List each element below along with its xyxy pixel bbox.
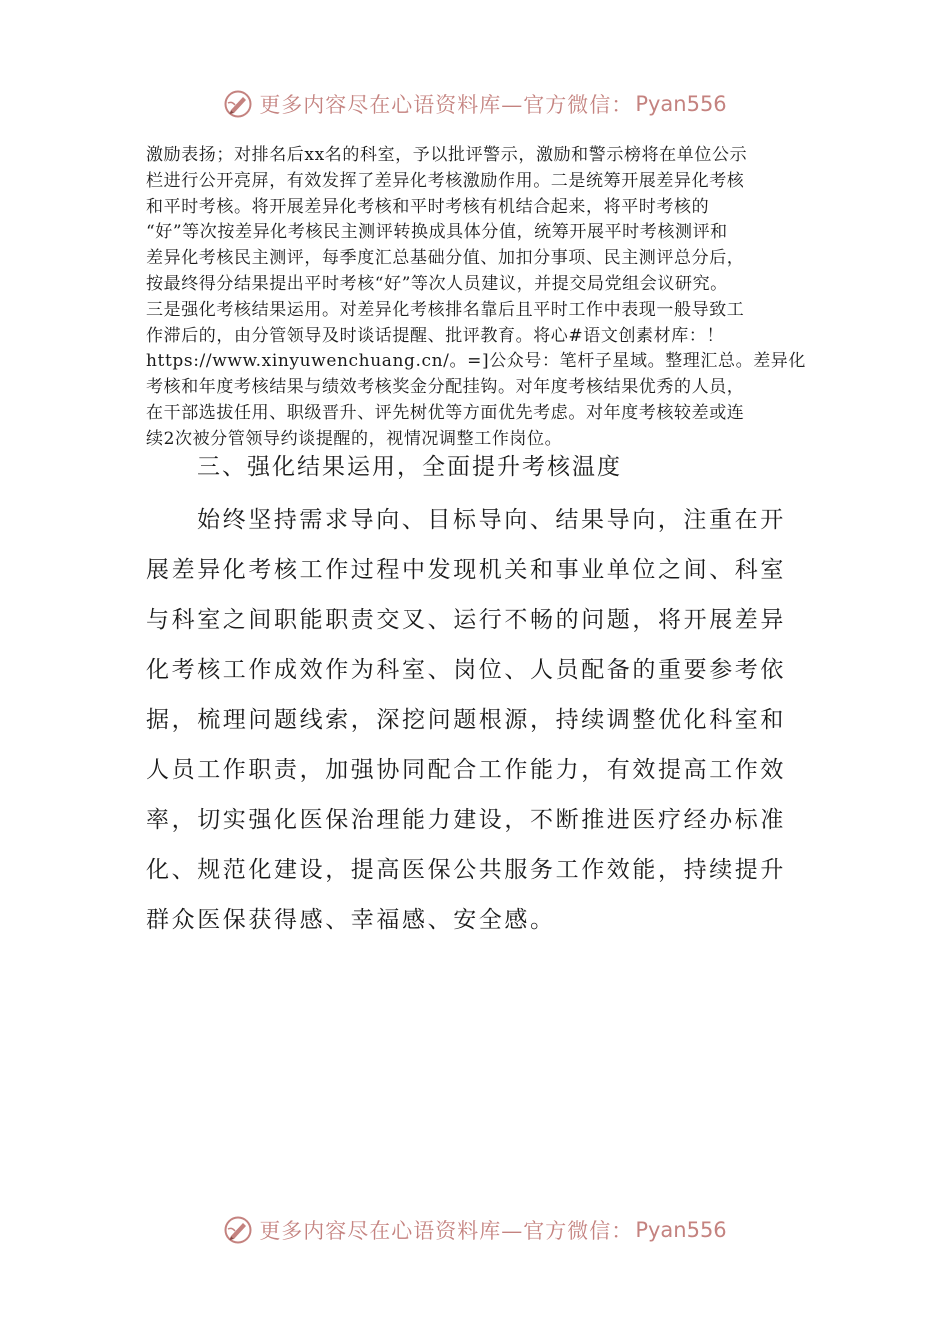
paragraph-line: https://www.xinyuwenchuang.cn/。=]公众号：笔杆子星域。整理汇总。差异化 xyxy=(146,351,806,372)
paragraph-line: 栏进行公开亮屏，有效发挥了差异化考核激励作用。二是统筹开展差异化考核 xyxy=(146,170,745,191)
paragraph-line: 展差异化考核工作过程中发现机关和事业单位之间、科室 xyxy=(146,557,786,583)
paragraph-line: 续2次被分管领导约谈提醒的，视情况调整工作岗位。 xyxy=(146,428,563,449)
paragraph-line: 据，梳理问题线索，深挖问题根源，持续调整优化科室和 xyxy=(146,707,786,733)
paragraph-line: 激励表扬；对排名后xx名的科室，予以批评警示，激励和警示榜将在单位公示 xyxy=(146,145,748,165)
paragraph-line: 始终坚持需求导向、目标导向、结果导向，注重在开 xyxy=(197,507,786,533)
paragraph-line: 率，切实强化医保治理能力建设，不断推进医疗经办标准 xyxy=(146,807,786,833)
paragraph-line: 考核和年度考核结果与绩效考核奖金分配挂钩。对年度考核结果优秀的人员， xyxy=(146,377,745,398)
paragraph-line: 与科室之间职能职责交叉、运行不畅的问题，将开展差异 xyxy=(146,607,786,633)
watermark-account: Pyan556 xyxy=(635,1218,727,1242)
watermark-account: Pyan556 xyxy=(635,92,727,116)
section-heading: 三、强化结果运用，全面提升考核温度 xyxy=(197,454,622,480)
footer-watermark xyxy=(0,1210,950,1250)
small-paragraph xyxy=(146,143,806,453)
watermark-text: 更多内容尽在心语资料库—官方微信： xyxy=(259,93,634,117)
watermark-text: 更多内容尽在心语资料库—官方微信： xyxy=(259,1219,634,1243)
paragraph-line: 化考核工作成效作为科室、岗位、人员配备的重要参考依 xyxy=(146,657,786,683)
paragraph-line: 作滞后的，由分管领导及时谈话提醒、批评教育。将心#语文创素材库：！ xyxy=(146,325,725,346)
paragraph-line: 按最终得分结果提出平时考核“好”等次人员建议，并提交局党组会议研究。 xyxy=(146,273,728,294)
paragraph-line: 化、规范化建设，提高医保公共服务工作效能，持续提升 xyxy=(146,857,786,883)
paragraph-line: 人员工作职责，加强协同配合工作能力，有效提高工作效 xyxy=(146,757,786,783)
paragraph-line: 差异化考核民主测评，每季度汇总基础分值、加扣分事项、民主测评总分后， xyxy=(146,248,745,269)
paragraph-line: 三是强化考核结果运用。对差异化考核排名靠后且平时工作中表现一般导致工 xyxy=(146,299,745,320)
paragraph-line: 群众医保获得感、幸福感、安全感。 xyxy=(146,907,556,933)
paragraph-line: 和平时考核。将开展差异化考核和平时考核有机结合起来，将平时考核的 xyxy=(146,196,710,217)
header-watermark xyxy=(0,84,950,124)
body-paragraph xyxy=(146,495,806,945)
paragraph-line: 在干部选拔任用、职级晋升、评先树优等方面优先考虑。对年度考核较差或连 xyxy=(146,402,745,423)
paragraph-line: “好”等次按差异化考核民主测评转换成具体分值，统筹开展平时考核测评和 xyxy=(146,222,728,243)
pen-logo-icon xyxy=(223,89,253,119)
pen-logo-icon xyxy=(223,1215,253,1245)
